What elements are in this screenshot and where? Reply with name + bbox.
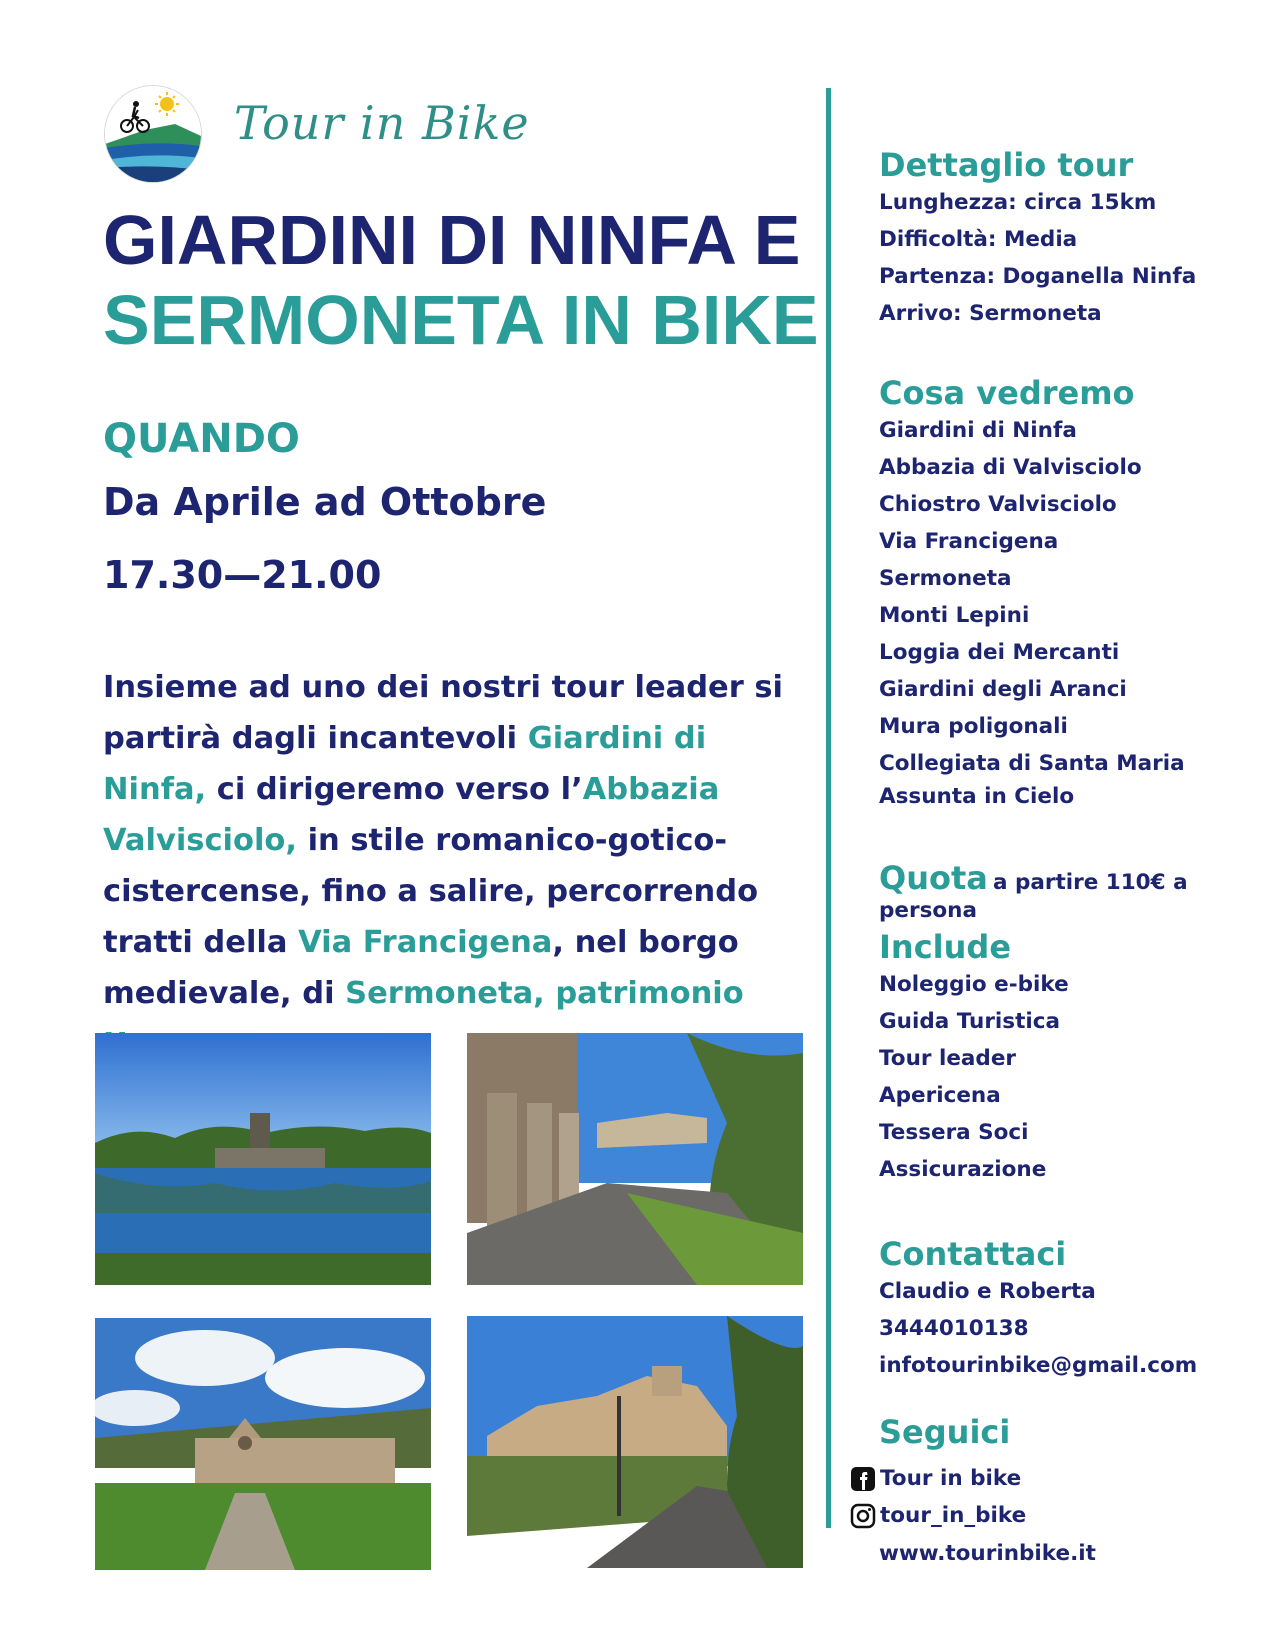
price-text-2: persona xyxy=(879,898,977,923)
cyclist-logo-icon xyxy=(105,86,201,182)
includes-item: Apericena xyxy=(879,1083,1001,1108)
photo-sermoneta-village xyxy=(467,1316,803,1568)
desc-text-3: in stile romanico-gotico-cistercense, fino a salire, percorrendo tratti della xyxy=(103,823,759,960)
facebook-handle: Tour in bike xyxy=(880,1466,1022,1491)
includes-heading: Include xyxy=(879,928,1012,966)
desc-highlight-sermoneta: Sermoneta, patrimonio xyxy=(345,976,744,1011)
see-item: Via Francigena xyxy=(879,529,1059,554)
details-item: Partenza: Doganella Ninfa xyxy=(879,264,1197,289)
see-list xyxy=(879,412,1259,815)
contact-section xyxy=(879,1235,1259,1384)
photo-valvisciolo-abbey xyxy=(95,1318,431,1570)
facebook-icon xyxy=(850,1466,876,1492)
title-line-1: GIARDINI DI NINFA E xyxy=(103,201,801,279)
details-list xyxy=(879,184,1259,332)
details-item: Difficoltà: Media xyxy=(879,227,1078,252)
follow-heading: Seguici xyxy=(879,1413,1011,1451)
contact-names: Claudio e Roberta xyxy=(879,1279,1096,1304)
see-item: Assunta in Cielo xyxy=(879,784,1075,809)
includes-item: Assicurazione xyxy=(879,1157,1047,1182)
see-item: Abbazia di Valvisciolo xyxy=(879,455,1142,480)
instagram-link[interactable] xyxy=(850,1497,1026,1534)
includes-list xyxy=(879,966,1259,1188)
tour-description xyxy=(103,662,803,1070)
includes-item: Noleggio e-bike xyxy=(879,972,1069,997)
see-section xyxy=(879,374,1259,815)
facebook-link[interactable] xyxy=(850,1460,1021,1497)
instagram-handle: tour_in_bike xyxy=(880,1503,1027,1528)
brand-name: Tour in Bike xyxy=(234,96,530,150)
title-line-2: SERMONETA IN BIKE xyxy=(103,281,819,359)
see-heading: Cosa vedremo xyxy=(879,374,1135,412)
contact-heading: Contattaci xyxy=(879,1235,1067,1273)
follow-section xyxy=(879,1413,1259,1451)
details-heading: Dettaglio tour xyxy=(879,146,1134,184)
includes-section xyxy=(879,928,1259,1188)
desc-text-1: Insieme ad uno dei nostri tour leader si partirà dagli incantevoli xyxy=(103,670,783,756)
desc-highlight-ninfa: Giardini di Ninfa, xyxy=(103,721,707,807)
divider-line xyxy=(826,88,831,1528)
when-months: Da Aprile ad Ottobre xyxy=(103,480,547,524)
see-item: Chiostro Valvisciolo xyxy=(879,492,1117,517)
logo-badge xyxy=(104,85,202,183)
see-item: Monti Lepini xyxy=(879,603,1030,628)
price-heading: Quota xyxy=(879,859,988,897)
see-item: Sermoneta xyxy=(879,566,1012,591)
price-section xyxy=(879,859,1269,923)
instagram-icon xyxy=(850,1503,876,1529)
website-link[interactable]: www.tourinbike.it xyxy=(879,1541,1096,1566)
price-text: a partire 110€ a xyxy=(992,870,1188,895)
desc-highlight-francigena: Via Francigena xyxy=(298,925,553,960)
photo-ninfa-lake xyxy=(95,1033,431,1285)
see-item: Giardini degli Aranci xyxy=(879,677,1127,702)
includes-item: Tessera Soci xyxy=(879,1120,1029,1145)
desc-text-2: ci dirigeremo verso l’ xyxy=(206,772,583,807)
see-item: Giardini di Ninfa xyxy=(879,418,1077,443)
see-item: Loggia dei Mercanti xyxy=(879,640,1120,665)
includes-item: Guida Turistica xyxy=(879,1009,1060,1034)
contact-email[interactable]: infotourinbike@gmail.com xyxy=(879,1353,1198,1378)
contact-phone[interactable]: 3444010138 xyxy=(879,1316,1029,1341)
see-item: Mura poligonali xyxy=(879,714,1068,739)
details-section xyxy=(879,146,1259,332)
details-item: Arrivo: Sermoneta xyxy=(879,301,1102,326)
includes-item: Tour leader xyxy=(879,1046,1017,1071)
desc-text-4: , nel borgo medievale, di xyxy=(103,925,739,1011)
desc-highlight-abbazia: Abbazia Valvisciolo, xyxy=(103,772,720,858)
details-item: Lunghezza: circa 15km xyxy=(879,190,1157,215)
when-heading: QUANDO xyxy=(103,416,300,462)
when-hours: 17.30—21.00 xyxy=(103,553,382,597)
photo-polygonal-walls xyxy=(467,1033,803,1285)
see-item: Collegiata di Santa Maria xyxy=(879,751,1185,776)
